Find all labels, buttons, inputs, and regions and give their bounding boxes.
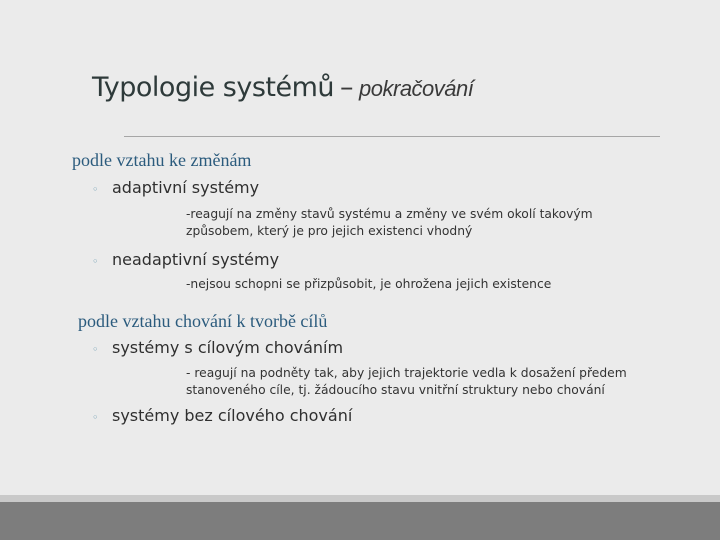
description-line: -reagují na změny stavů systému a změny ve svém okolí takovým [186,207,593,221]
title-main: Typologie systémů [92,72,335,103]
section-heading-changes: podle vztahu ke změnám [72,150,252,170]
bullet-marker: ◦ [92,343,99,356]
description-line: stanoveného cíle, tj. žádoucího stavu vnitřní struktury nebo chování [186,383,605,397]
description-line: -nejsou schopni se přizpůsobit, je ohrožena jejich existence [186,277,552,291]
title-subtitle: pokračování [359,76,474,101]
footer-bar [0,502,720,540]
bullet-description [186,276,551,293]
bullet-label: systémy bez cílového chování [112,406,353,425]
title-separator: – [340,72,354,103]
description-line: - reagují na podněty tak, aby jejich trajektorie vedla k dosažení předem [186,366,627,380]
bullet-marker: ◦ [92,183,99,196]
bullet-description [186,206,593,240]
bullet-marker: ◦ [92,411,99,424]
bullet-label: neadaptivní systémy [112,250,280,269]
section-heading-goals: podle vztahu chování k tvorbě cílů [78,311,328,331]
footer-stripe [0,495,720,502]
bullet-description [186,365,627,399]
title-divider [124,136,660,137]
slide-title [92,72,473,103]
bullet-label: systémy s cílovým chováním [112,338,344,357]
bullet-label: adaptivní systémy [112,178,260,197]
description-line: způsobem, který je pro jejich existenci vhodný [186,224,473,238]
bullet-marker: ◦ [92,255,99,268]
